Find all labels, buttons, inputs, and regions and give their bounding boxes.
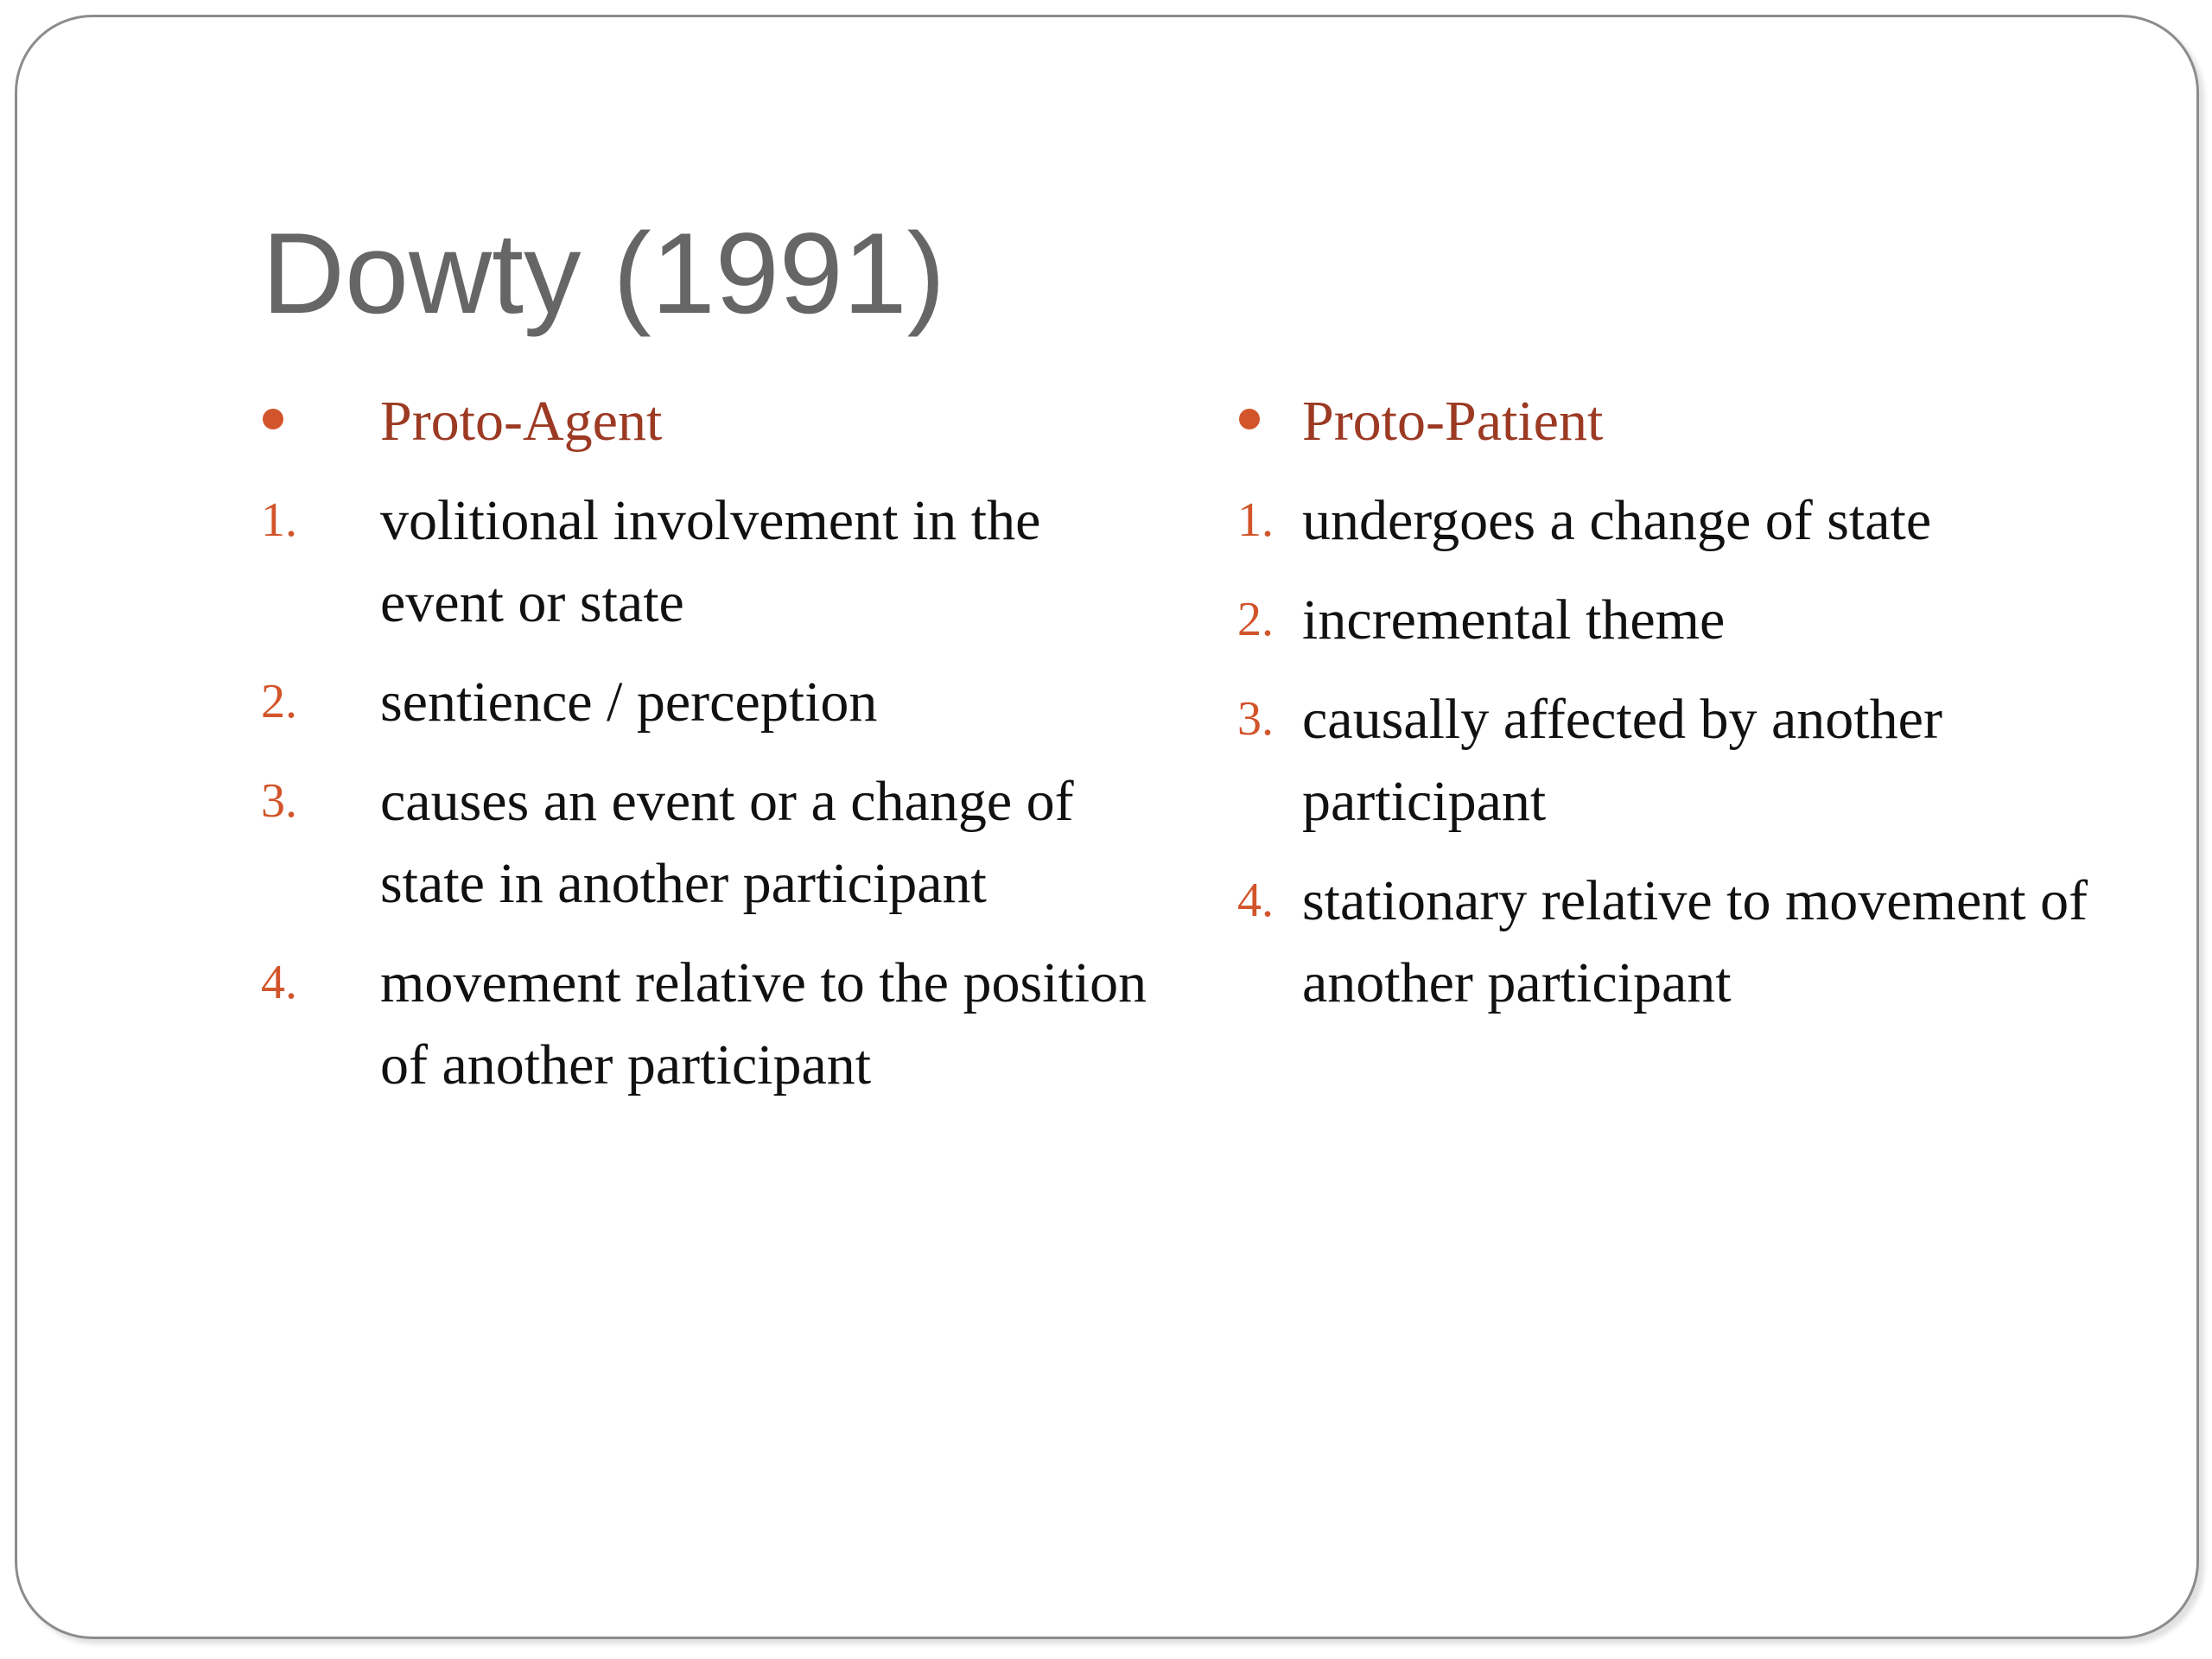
item-text: movement relative to the position of another participant [380,951,1147,1096]
proto-agent-heading [257,380,1173,462]
item-text: stationary relative to movement of another participant [1302,869,2088,1014]
proto-agent-column [257,380,1173,1123]
item-text: undergoes a change of state [1302,489,1932,552]
item-number: 2. [1237,593,1274,646]
proto-agent-item-2 [257,661,1173,743]
proto-agent-item-4 [257,942,1173,1106]
proto-patient-item-2 [1234,579,2193,661]
bullet-dot-icon [1239,409,1260,429]
proto-patient-item-1 [1234,480,2193,562]
item-number: 2. [261,675,297,728]
bullet-dot-icon [263,409,283,429]
item-text: volitional involvement in the event or state [380,489,1041,634]
proto-agent-item-3 [257,760,1173,925]
item-text: causes an event or a change of state in another participant [380,770,1074,915]
item-number: 4. [261,956,297,1009]
proto-patient-heading-text: Proto-Patient [1302,390,1604,453]
item-text: incremental theme [1302,588,1726,652]
item-number: 3. [1237,692,1274,746]
proto-agent-item-1 [257,480,1173,644]
item-text: sentience / perception [380,671,878,734]
slide-frame [15,15,2199,1639]
slide-title: Dowty (1991) [262,210,945,338]
item-number: 4. [1237,874,1274,927]
item-number: 3. [261,774,297,828]
item-text: causally affected by another participant [1302,688,1942,833]
proto-patient-item-3 [1234,678,2193,842]
proto-patient-column [1234,380,2193,1041]
proto-patient-item-4 [1234,860,2193,1024]
proto-patient-heading [1234,380,2193,462]
item-number: 1. [261,493,297,547]
proto-agent-heading-text: Proto-Agent [380,390,663,453]
item-number: 1. [1237,493,1274,547]
